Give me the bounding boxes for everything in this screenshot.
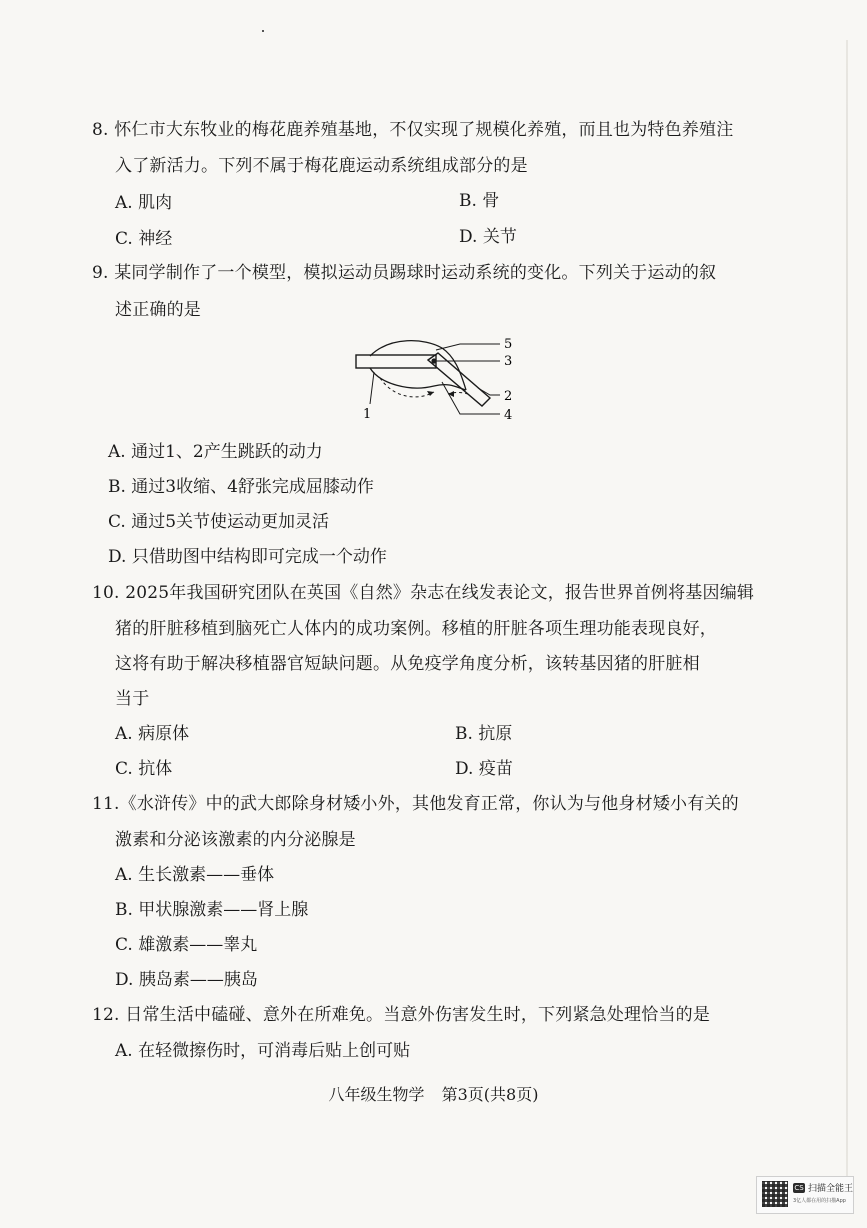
q9-option-d: D. 只借助图中结构即可完成一个动作 (108, 547, 387, 567)
joint-pivot-dot (431, 358, 436, 363)
diagram-label-2: 2 (504, 389, 513, 404)
scan-speck (262, 30, 264, 32)
diagram-label-5: 5 (504, 337, 513, 352)
q10-option-b: B. 抗原 (455, 724, 513, 744)
q11-option-c: C. 雄激素——睾丸 (115, 935, 258, 955)
q8-option-a: A. 肌肉 (115, 193, 173, 213)
q10-stem-line1: 10. 2025年我国研究团队在英国《自然》杂志在线发表论文，报告世界首例将基因编辑 (92, 583, 755, 603)
q10-option-c: C. 抗体 (115, 759, 173, 779)
diagram-label-3: 3 (504, 354, 513, 369)
q12-option-a: A. 在轻微擦伤时，可消毒后贴上创可贴 (115, 1041, 411, 1061)
footer-subject: 八年级生物学 (328, 1085, 425, 1104)
q12-stem-line1: 12. 日常生活中磕碰、意外在所难免。当意外伤害发生时，下列紧急处理恰当的是 (92, 1005, 711, 1025)
q9-stem-line1: 9. 某同学制作了一个模型，模拟运动员踢球时运动系统的变化。下列关于运动的叙 (92, 263, 717, 283)
q9-stem-line2: 述正确的是 (115, 300, 201, 320)
scanner-app-tagline: 3亿人都在用的扫描App (793, 1198, 846, 1204)
q10-option-d: D. 疫苗 (455, 759, 513, 779)
footer-page-number: 第3页(共8页) (441, 1085, 539, 1104)
camscanner-logo-icon: CS (794, 1184, 804, 1192)
q10-stem-line2: 猪的肝脏移植到脑死亡人体内的成功案例。移植的肝脏各项生理功能表现良好， (115, 619, 717, 639)
muscle-joint-model-diagram (350, 330, 530, 426)
q10-stem-line4: 当于 (115, 689, 150, 709)
q11-option-d: D. 胰岛素——胰岛 (115, 970, 258, 990)
q8-option-d: D. 关节 (459, 227, 517, 247)
q11-option-a: A. 生长激素——垂体 (115, 865, 275, 885)
page-footer (0, 1084, 867, 1106)
leader-4 (442, 382, 500, 414)
page-fold-shadow (846, 40, 848, 1180)
q11-stem-line1: 11.《水浒传》中的武大郎除身材矮小外，其他发育正常，你认为与他身材矮小有关的 (92, 794, 739, 814)
leader-2 (478, 388, 500, 395)
qr-code-icon (762, 1181, 788, 1207)
scanner-app-name: 扫描全能王 (808, 1184, 854, 1194)
q11-stem-line2: 激素和分泌该激素的内分泌腺是 (115, 830, 356, 850)
q8-option-b: B. 骨 (459, 191, 500, 211)
q10-option-a: A. 病原体 (115, 724, 190, 744)
leader-5 (436, 344, 500, 350)
leader-1 (370, 372, 374, 404)
q8-stem-line2: 入了新活力。下列不属于梅花鹿运动系统组成部分的是 (115, 156, 528, 176)
muscle-lower-outline (370, 368, 466, 390)
q9-option-b: B. 通过3收缩、4舒张完成屈膝动作 (108, 477, 374, 497)
scanner-app-badge (756, 1176, 854, 1214)
diagram-label-1: 1 (363, 407, 372, 422)
upper-bone-board (356, 355, 436, 368)
q11-option-b: B. 甲状腺激素——肾上腺 (115, 900, 309, 920)
diagram-label-4: 4 (504, 408, 513, 423)
q10-stem-line3: 这将有助于解决移植器官短缺问题。从免疫学角度分析，该转基因猪的肝脏相 (115, 654, 700, 674)
q8-stem-line1: 8. 怀仁市大东牧业的梅花鹿养殖基地，不仅实现了规模化养殖，而且也为特色养殖注 (92, 120, 734, 140)
q9-option-c: C. 通过5关节使运动更加灵活 (108, 512, 330, 532)
q8-option-c: C. 神经 (115, 229, 173, 249)
q9-option-a: A. 通过1、2产生跳跃的动力 (108, 442, 323, 462)
